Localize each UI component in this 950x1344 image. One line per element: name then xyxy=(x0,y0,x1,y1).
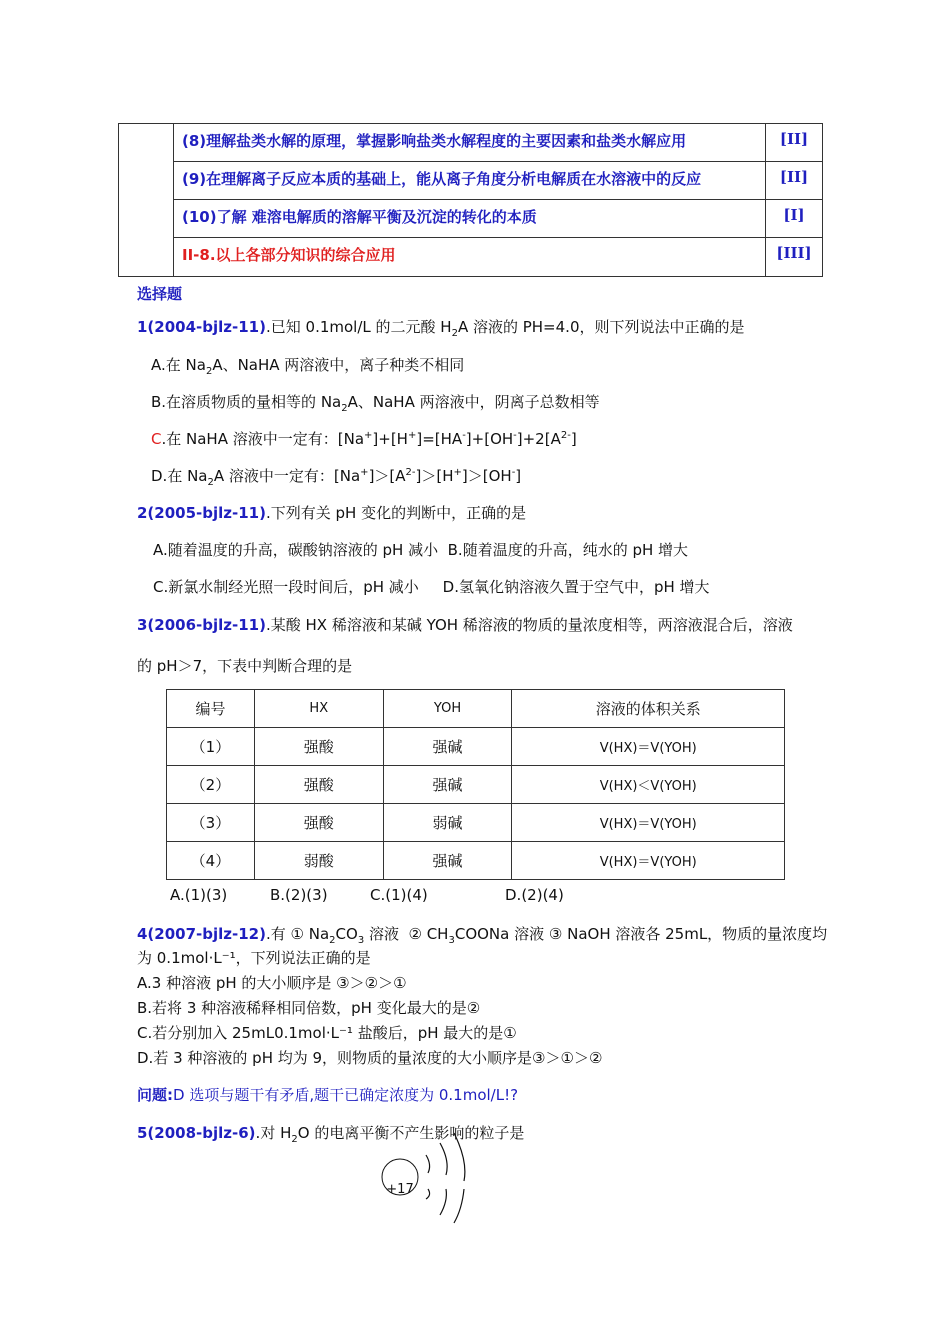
electron-shell-arc xyxy=(454,1133,465,1181)
table-row xyxy=(167,766,785,804)
superscript: - xyxy=(462,430,466,441)
option-text: ]+2[A xyxy=(516,430,561,448)
subscript: 2 xyxy=(329,935,336,946)
superscript: + xyxy=(360,467,369,478)
option-text: ]=[HA xyxy=(416,430,463,448)
q3-stem-text: .某酸 HX 稀溶液和某碱 YOH 稀溶液的物质的量浓度相等，两溶液混合后，溶液 xyxy=(265,616,793,634)
q4-question-note xyxy=(137,1084,518,1105)
chlorine-atom-structure-diagram xyxy=(370,1125,480,1225)
q3-stem-continued: 的 pH＞7，下表中判断合理的是 xyxy=(137,657,353,675)
syllabus-row-text: (10)了解 难溶电解质的溶解平衡及沉淀的转化的本质 xyxy=(182,208,537,226)
table-cell: 强碱 xyxy=(383,728,512,766)
table-cell: V(HX)＝V(YOH) xyxy=(512,804,785,842)
superscript: 2- xyxy=(560,430,571,441)
option-text: A.在 Na xyxy=(151,356,206,374)
table-cell: （2） xyxy=(167,766,255,804)
electron-shell-arc xyxy=(440,1189,446,1215)
table-cell: （1） xyxy=(167,728,255,766)
option-text: A、NaHA 两溶液中，阴离子总数相等 xyxy=(347,393,600,411)
q5-tag: 5(2008-bjlz-6) xyxy=(137,1124,256,1142)
q4-option-c: C.若分别加入 25mL0.1mol·L⁻¹ 盐酸后，pH 最大的是① xyxy=(137,1024,517,1042)
table-cell: 强酸 xyxy=(254,804,383,842)
superscript: + xyxy=(453,467,462,478)
electron-shell-arc xyxy=(454,1189,464,1223)
q4-option-d: D.若 3 种溶液的 pH 均为 9，则物质的量浓度的大小顺序是③＞①＞② xyxy=(137,1049,603,1067)
option-text: ]＞[H xyxy=(415,467,454,485)
q1-option-b xyxy=(151,391,600,414)
nucleus-charge-label: +17 xyxy=(386,1182,414,1197)
table-cell: 弱碱 xyxy=(383,804,512,842)
section-title: 选择题 xyxy=(137,285,183,303)
option-text: D.在 Na xyxy=(151,467,208,485)
table-cell: （4） xyxy=(167,842,255,880)
option-text: ]＞[OH xyxy=(461,467,512,485)
option-text: A、NaHA 两溶液中，离子种类不相同 xyxy=(212,356,465,374)
q1-option-a xyxy=(151,354,464,377)
q3-choice: A.(1)(3) xyxy=(170,886,228,904)
question-label: 问题: xyxy=(137,1086,173,1104)
q3-stem xyxy=(137,614,793,635)
q4-stem-text: 溶液 ② CH xyxy=(364,925,449,943)
superscript: + xyxy=(364,430,373,441)
superscript: - xyxy=(511,467,516,478)
table-row xyxy=(167,728,785,766)
table-cell: 强碱 xyxy=(383,842,512,880)
subscript: 2 xyxy=(451,328,458,339)
q2-stem-text: .下列有关 pH 变化的判断中，正确的是 xyxy=(265,504,527,522)
electron-shell-arc xyxy=(426,1189,430,1199)
q4-stem-text: CO xyxy=(335,925,358,943)
q3-tag: 3(2006-bjlz-11) xyxy=(137,616,266,634)
table-header-cell: HX xyxy=(254,690,383,728)
table-cell: 弱酸 xyxy=(254,842,383,880)
question-text: D 选项与题干有矛盾,题干已确定浓度为 0.1mol/L!? xyxy=(173,1086,519,1104)
q2-options-line: A.随着温度的升高，碳酸钠溶液的 pH 减小 B.随着温度的升高，纯水的 pH 增大 xyxy=(153,541,689,559)
table-row xyxy=(167,804,785,842)
q4-option-a: A.3 种溶液 pH 的大小顺序是 ③＞②＞① xyxy=(137,974,407,992)
option-text: ]+[H xyxy=(372,430,408,448)
q3-choice: C.(1)(4) xyxy=(370,886,428,904)
q3-choice: D.(2)(4) xyxy=(505,886,564,904)
option-text: B.在溶质物质的量相等的 Na xyxy=(151,393,342,411)
table-header-cell: YOH xyxy=(383,690,512,728)
table-cell: V(HX)＝V(YOH) xyxy=(512,842,785,880)
table-header-cell: 编号 xyxy=(167,690,255,728)
table-cell: V(HX)＜V(YOH) xyxy=(512,766,785,804)
table-header-cell: 溶液的体积关系 xyxy=(512,690,785,728)
syllabus-row-text: (8)理解盐类水解的原理，掌握影响盐类水解程度的主要因素和盐类水解应用 xyxy=(182,132,687,150)
option-text: .在 NaHA 溶液中一定有：[Na xyxy=(161,430,365,448)
superscript: + xyxy=(407,430,417,441)
syllabus-row-level: [I] xyxy=(765,200,822,237)
q3-choice: B.(2)(3) xyxy=(270,886,328,904)
syllabus-row-level: [II] xyxy=(765,162,822,199)
q4-stem-text: .有 ① Na xyxy=(265,925,330,943)
subscript: 3 xyxy=(357,935,365,946)
table-cell: V(HX)＝V(YOH) xyxy=(512,728,785,766)
syllabus-row xyxy=(174,238,822,276)
q1-option-d xyxy=(151,465,521,488)
q3-table xyxy=(166,689,785,880)
syllabus-row-level: [II] xyxy=(765,124,822,161)
syllabus-row xyxy=(174,124,822,162)
q4-stem-text: COONa 溶液 ③ NaOH 溶液各 25mL，物质的量浓度均 xyxy=(454,925,828,943)
syllabus-row xyxy=(174,200,822,238)
subscript: 2 xyxy=(341,403,348,414)
syllabus-left-column xyxy=(119,124,174,276)
syllabus-row-level: [III] xyxy=(765,238,822,276)
q4-option-b: B.若将 3 种溶液稀释相同倍数，pH 变化最大的是② xyxy=(137,999,481,1017)
q1-option-c xyxy=(151,428,577,449)
answer-letter: C xyxy=(151,430,162,448)
electron-shell-arc xyxy=(426,1155,430,1173)
q2-options-line: C.新氯水制经光照一段时间后，pH 减小 D.氢氧化钠溶液久置于空气中，pH 增大 xyxy=(153,578,710,596)
option-text: A 溶液中一定有：[Na xyxy=(213,467,361,485)
electron-shell-arc xyxy=(440,1143,447,1175)
superscript: 2- xyxy=(405,467,416,478)
option-text: ]＞[A xyxy=(368,467,406,485)
option-text: ] xyxy=(570,430,577,448)
table-cell: 强碱 xyxy=(383,766,512,804)
syllabus-table xyxy=(118,123,823,277)
table-row xyxy=(167,842,785,880)
q1-stem xyxy=(137,316,745,339)
syllabus-row xyxy=(174,162,822,200)
q2-tag: 2(2005-bjlz-11) xyxy=(137,504,266,522)
subscript: 2 xyxy=(205,366,213,377)
q5-stem-text: O 的电离平衡不产生影响的粒子是 xyxy=(297,1124,525,1142)
superscript: - xyxy=(513,430,517,441)
q1-tag: 1(2004-bjlz-11) xyxy=(137,318,266,336)
q5-stem-text: .对 H xyxy=(255,1124,292,1142)
syllabus-row-text: II-8.以上各部分知识的综合应用 xyxy=(182,246,396,264)
subscript: 3 xyxy=(448,935,455,946)
q2-stem xyxy=(137,502,526,523)
table-cell: 强酸 xyxy=(254,766,383,804)
syllabus-row-text: (9)在理解离子反应本质的基础上，能从离子角度分析电解质在水溶液中的反应 xyxy=(182,170,702,188)
q1-stem-text: A 溶液的 PH=4.0，则下列说法中正确的是 xyxy=(457,318,745,336)
q4-tag: 4(2007-bjlz-12) xyxy=(137,925,266,943)
option-text: ] xyxy=(515,467,522,485)
option-text: ]+[OH xyxy=(465,430,514,448)
table-cell: 强酸 xyxy=(254,728,383,766)
subscript: 2 xyxy=(207,477,214,488)
table-cell: （3） xyxy=(167,804,255,842)
table-header-row xyxy=(167,690,785,728)
q4-stem-continued: 为 0.1mol·L⁻¹，下列说法正确的是 xyxy=(137,949,371,967)
q1-stem-text: .已知 0.1mol/L 的二元酸 H xyxy=(265,318,452,336)
q4-stem xyxy=(137,923,827,946)
subscript: 2 xyxy=(291,1134,298,1145)
